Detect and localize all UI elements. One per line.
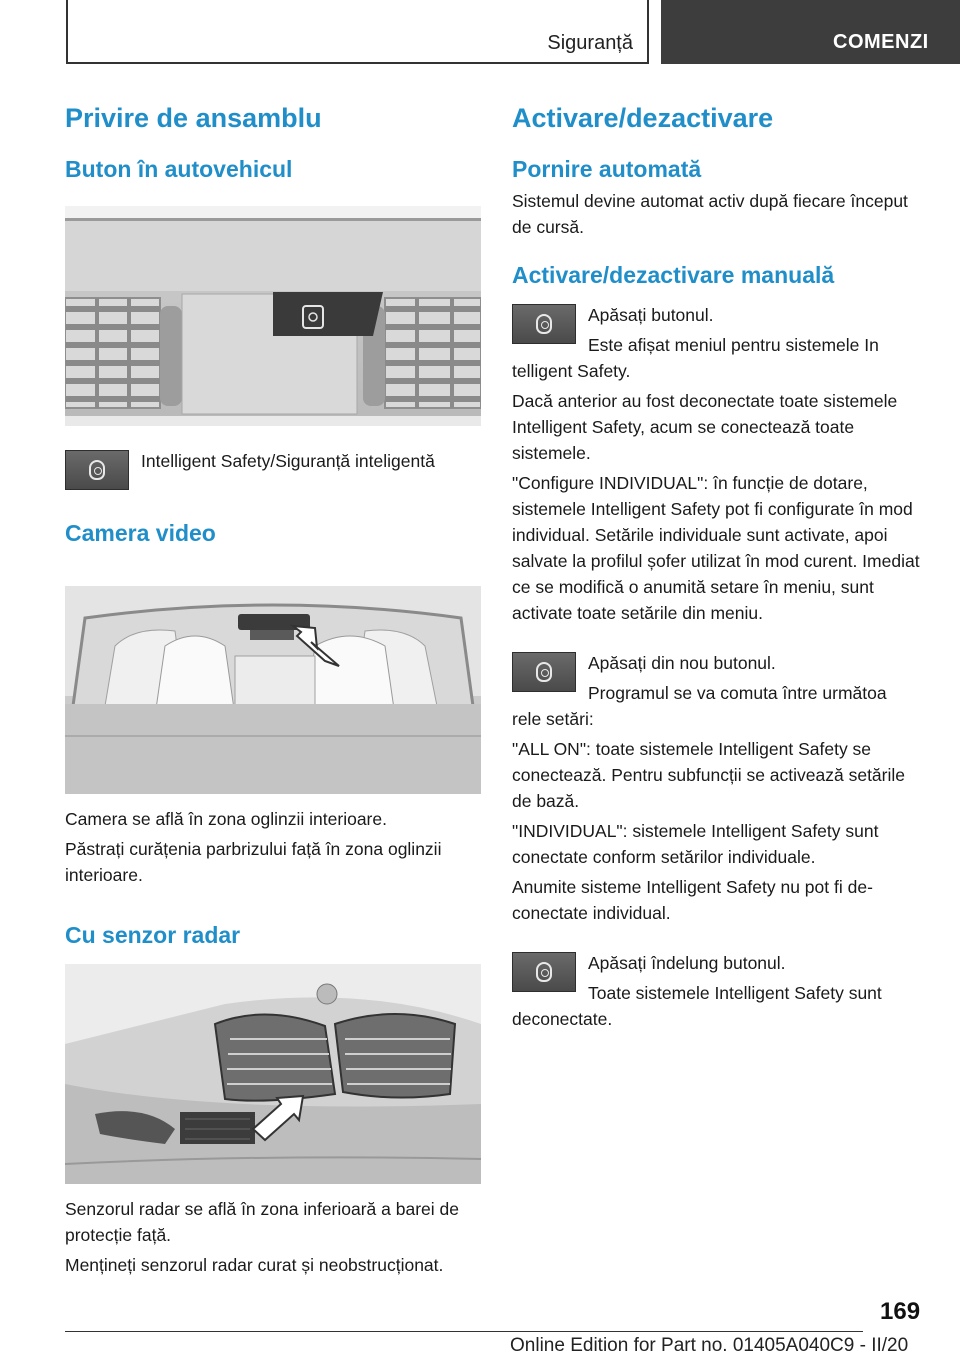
action-long-press-result-line1: Toate sistemele Intelligent Safety sunt	[588, 983, 882, 1003]
action-press-text: Apăsați butonul.	[588, 305, 714, 325]
right-column	[512, 100, 927, 1032]
camera-cleaning-text: Păstrați curățenia parbrizului față în zona oglinzii interioare.	[65, 839, 442, 885]
action-long-press-result: deconectate.	[512, 1009, 613, 1029]
button-caption: Intelligent Safety/Siguranță inteligentă	[141, 451, 435, 471]
all-on-text: "ALL ON": toate sistemele Intelligent Safety se conectează. Pentru subfuncții se activează setările de bază.	[512, 739, 905, 811]
overview-heading: Privire de ansamblu	[65, 103, 322, 133]
left-column	[65, 100, 481, 1278]
action-press-result: telligent Safety.	[512, 361, 631, 381]
auto-start-text: Sistemul devine automat activ după fiecare început de cursă.	[512, 191, 908, 237]
intelligent-safety-button-icon	[512, 304, 576, 344]
action-press-again-result: rele setări:	[512, 709, 594, 729]
deconnected-info-text: Dacă anterior au fost deconectate toate sistemele Intelligent Safety, acum se conectează toate sistemele.	[512, 391, 898, 463]
configure-individual-text: "Configure INDIVIDUAL": în funcție de dotare, sistemele Intelligent Safety pot fi configurate în mod individual. Setările individuale sunt activate, apoi salvate la profilul șofer utilizat în mod curent. Imediat ce se modifică o anumită setare în meniu, sunt activate toate setările din meniu.	[512, 473, 920, 623]
camera-location-illustration	[65, 586, 481, 794]
header-section-label: Siguranță	[547, 32, 633, 54]
action-press-again-text: Apăsați din nou butonul.	[588, 653, 776, 673]
intelligent-safety-button-icon	[65, 450, 129, 490]
action-long-press	[512, 950, 927, 1006]
header-chapter-tab	[661, 0, 960, 64]
footer-edition: Online Edition for Part no. 01405A040C9 - II/20	[510, 1335, 909, 1356]
dashboard-button-illustration	[65, 206, 481, 426]
action-press-button	[512, 302, 927, 358]
action-press-again	[512, 650, 927, 706]
auto-start-heading: Pornire automată	[512, 156, 702, 182]
radar-cleaning-text: Mențineți senzorul radar curat și neobstrucționat.	[65, 1255, 444, 1275]
camera-heading: Camera video	[65, 520, 216, 546]
footer-divider	[65, 1331, 863, 1332]
individual-text: "INDIVIDUAL": sistemele Intelligent Safety sunt conectate conform setărilor individuale.	[512, 821, 879, 867]
button-in-vehicle-heading: Buton în autovehicul	[65, 156, 293, 182]
radar-heading: Cu senzor radar	[65, 922, 241, 948]
action-press-result-line1: Este afișat meniul pentru sistemele In	[588, 335, 879, 355]
action-press-again-result-line1: Programul se va comuta între următoa	[588, 683, 887, 703]
button-caption-row	[65, 448, 481, 488]
intelligent-safety-button-icon	[512, 952, 576, 992]
radar-sensor-illustration	[65, 964, 481, 1184]
intelligent-safety-button-icon	[512, 652, 576, 692]
radar-location-text: Senzorul radar se află în zona inferioară a barei de protecție față.	[65, 1199, 459, 1245]
header-section-tab	[66, 0, 649, 64]
header-chapter-label: COMENZI	[833, 31, 929, 53]
manual-activation-heading: Activare/dezactivare manuală	[512, 262, 835, 288]
action-long-press-text: Apăsați îndelung butonul.	[588, 953, 786, 973]
activation-heading: Activare/dezactivare	[512, 103, 774, 133]
page-number: 169	[880, 1298, 921, 1325]
camera-location-text: Camera se află în zona oglinzii interioare.	[65, 809, 387, 829]
not-deconnectable-text: Anumite sisteme Intelligent Safety nu pot fi deconectate individual.	[512, 877, 873, 923]
